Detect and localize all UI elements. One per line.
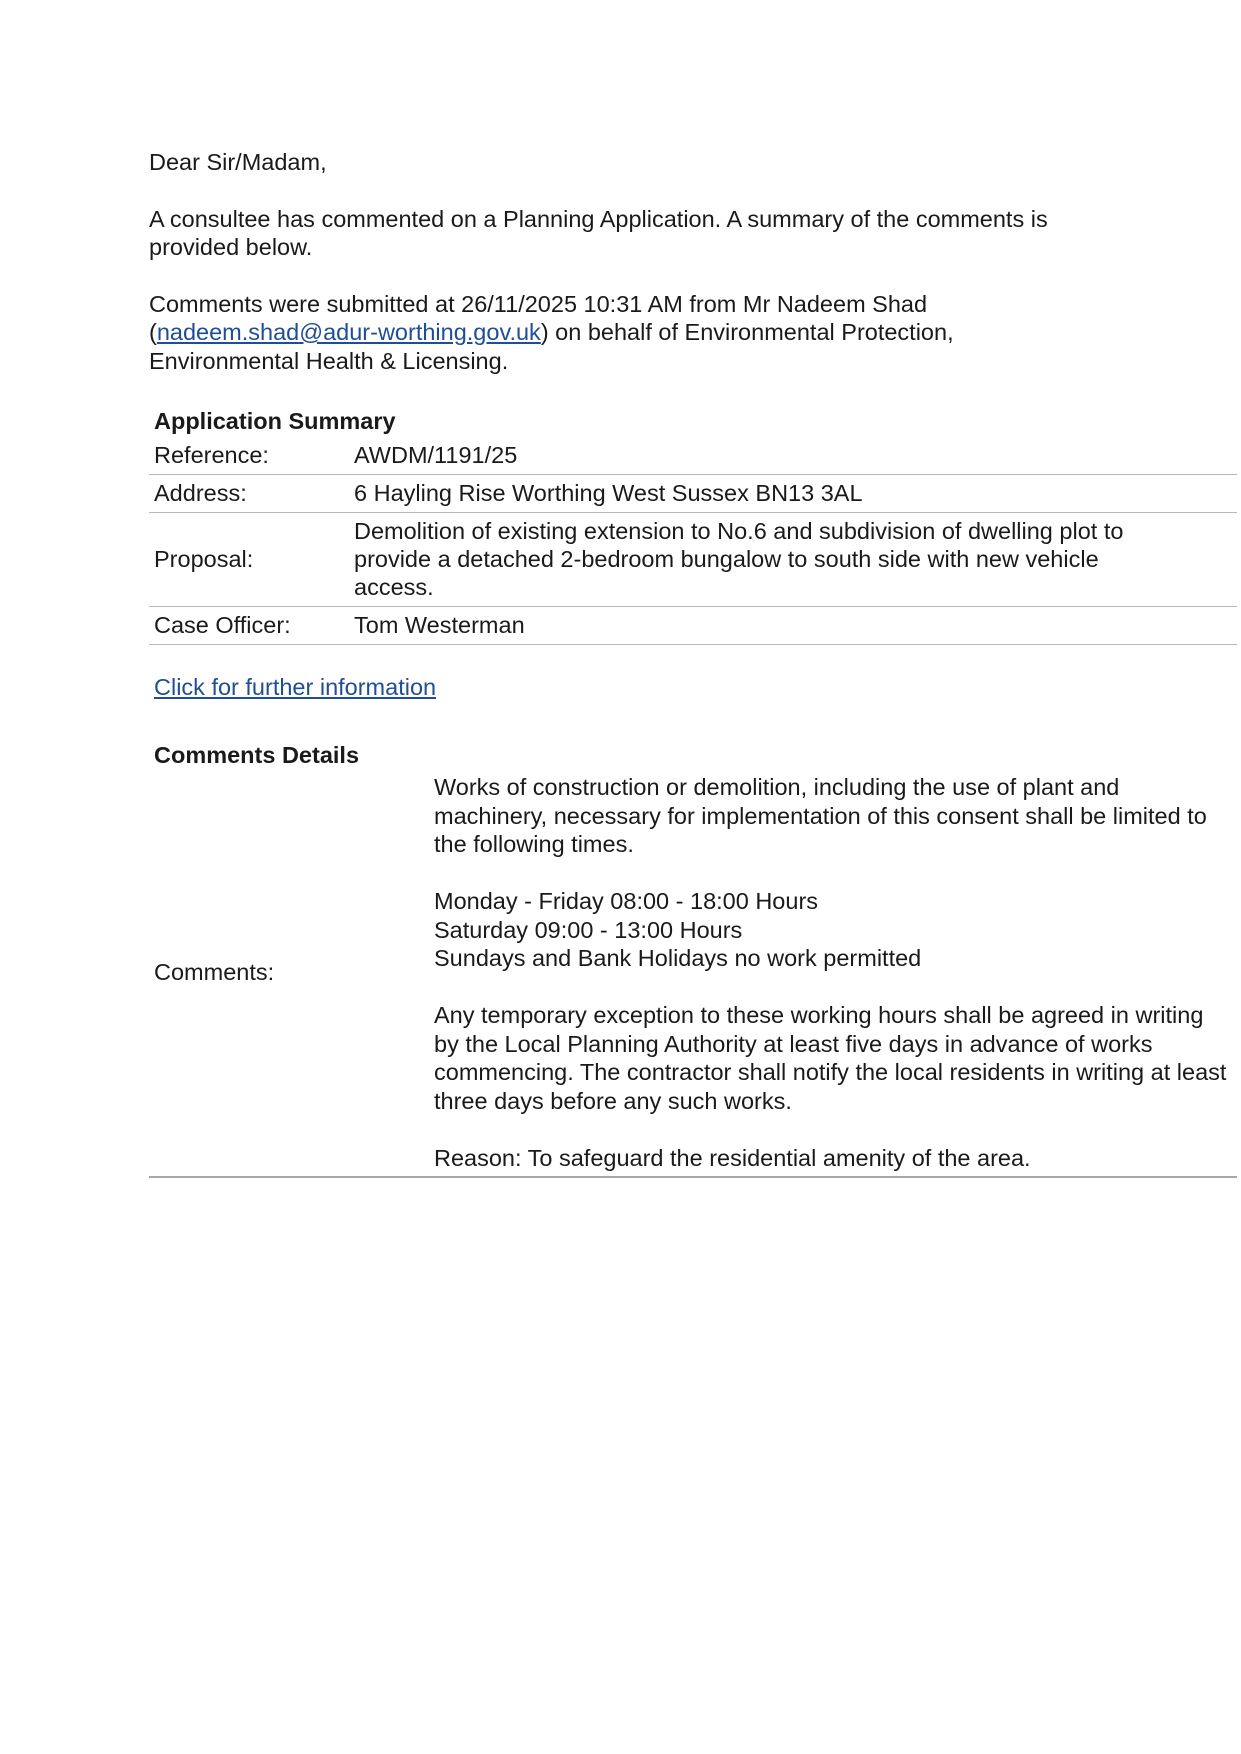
comments-text [429, 771, 1237, 1177]
further-info-row [154, 673, 1237, 703]
comments-details-title: Comments Details [154, 742, 360, 768]
comments-details-table [149, 771, 1237, 1178]
summary-row-case-officer [149, 607, 1237, 645]
working-hours-list [434, 887, 1232, 973]
reference-label: Reference: [154, 442, 269, 468]
case-officer-value: Tom Westerman [349, 607, 1237, 645]
hours-sundays: Sundays and Bank Holidays no work permitted [434, 945, 922, 971]
submission-suffix: ) on behalf of Environmental Protection, Environmental Health & Licensing. [149, 319, 954, 374]
greeting: Dear Sir/Madam, [149, 149, 327, 175]
intro-paragraph: A consultee has commented on a Planning Application. A summary of the comments is provided below. [149, 205, 1048, 260]
reference-value: AWDM/1191/25 [354, 442, 518, 468]
hours-saturday: Saturday 09:00 - 13:00 Hours [434, 916, 743, 943]
summary-row-reference [149, 437, 1237, 475]
proposal-label: Proposal: [149, 513, 349, 607]
comments-label: Comments: [149, 771, 429, 1177]
address-value: 6 Hayling Rise Worthing West Sussex BN13 3AL [349, 475, 1237, 513]
comments-paragraph-exceptions: Any temporary exception to these working hours shall be agreed in writing by the Local Planning Authority at least five days in advance of works commencing. The contractor shall notify the local residents in writing at least three days before any such works. [434, 1002, 1227, 1114]
case-officer-label: Case Officer: [149, 607, 349, 645]
letter-body [149, 148, 1237, 1178]
submission-prefix: Comments were submitted at 26/11/2025 10:31 AM from Mr Nadeem Shad ( [149, 290, 928, 345]
application-summary-title: Application Summary [154, 408, 396, 434]
submission-paragraph [149, 290, 1109, 376]
hours-weekdays: Monday - Friday 08:00 - 18:00 Hours [434, 888, 819, 914]
comments-details-header [149, 739, 1237, 771]
summary-row-address [149, 475, 1237, 513]
further-info-link[interactable]: Click for further information [154, 674, 437, 700]
comments-paragraph-times: Works of construction or demolition, including the use of plant and machinery, necessary for implementation of this consent shall be limited to the following times. [434, 774, 1207, 857]
summary-row-proposal [149, 513, 1237, 607]
comments-reason: Reason: To safeguard the residential amenity of the area. [434, 1144, 1031, 1171]
comments-row [149, 771, 1237, 1177]
proposal-value: Demolition of existing extension to No.6 and subdivision of dwelling plot to provide a detached 2-bedroom bungalow to south side with new vehicle access. [349, 513, 1237, 607]
application-summary-table [149, 437, 1237, 645]
consultee-email-link[interactable]: nadeem.shad@adur-worthing.gov.uk [156, 319, 541, 345]
address-label: Address: [149, 475, 349, 513]
